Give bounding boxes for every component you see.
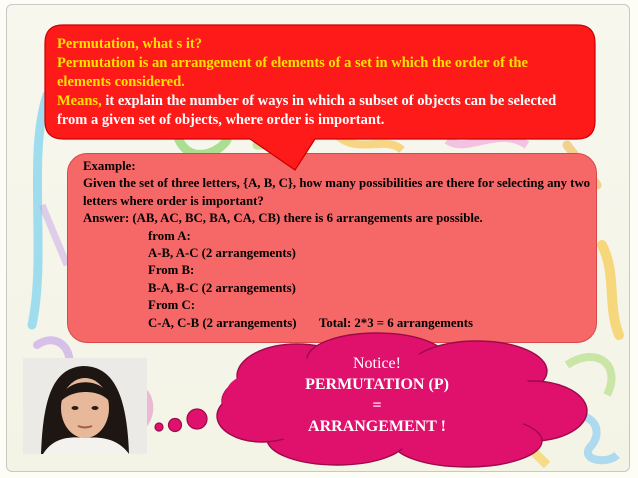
from-a-items: A-B, A-C (2 arrangements) [148,246,296,261]
total-text: Total: 2*3 = 6 arrangements [318,315,473,330]
definition-text [57,35,585,130]
means-text: it explain the number of ways in which a subset of objects can be selected from a given set of objects, where order is important. [57,93,557,128]
means-label: Means, [57,93,102,109]
from-b-items: B-A, B-C (2 arrangements) [148,280,296,295]
notice-line-1: PERMUTATION (P) [305,376,449,393]
notice-cloud [137,331,617,461]
definition-line: Permutation is an arrangement of elements of a set in which the order of the elements considered. [57,55,528,90]
presenter-photo [23,358,147,454]
notice-line-2: = [372,397,382,414]
from-c-row [83,315,593,332]
definition-title: Permutation, what s it? [57,36,202,52]
from-c-items: C-A, C-B (2 arrangements) [148,315,297,330]
portrait-image [23,358,147,454]
notice-title: Notice! [353,355,401,372]
from-b-label: From B: [148,263,195,278]
notice-text [277,353,477,437]
example-heading: Example: [83,159,136,173]
notice-line-3: ARRANGEMENT ! [308,418,446,435]
example-question: Given the set of three letters, {A, B, C}, how many possibilities are there for selecting any two letters where order is important? [83,176,591,208]
from-c-label: From C: [148,298,196,313]
definition-callout [45,25,595,139]
from-a-label: from A: [148,228,191,243]
slide-frame [6,4,630,472]
example-answer: Answer: (AB, AC, BC, BA, CA, CB) there is 6 arrangements are possible. [83,211,483,226]
